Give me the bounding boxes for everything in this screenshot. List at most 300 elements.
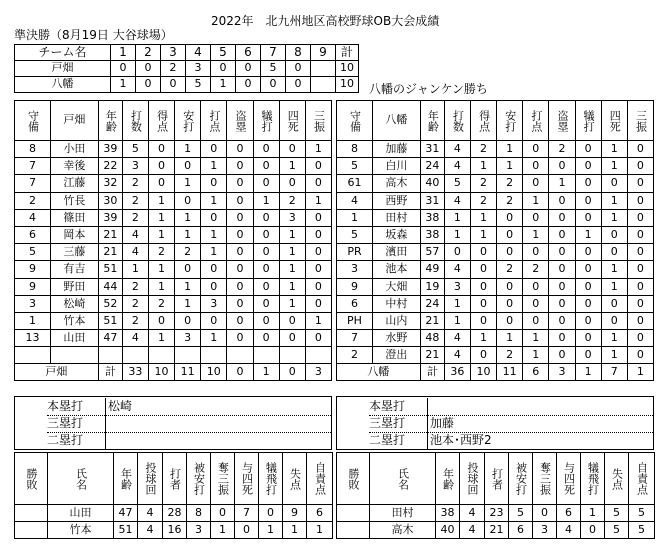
inning-header: 7 (261, 45, 286, 61)
player-age: 48 (420, 330, 444, 347)
pitcher-bb: 0 (235, 522, 259, 539)
pitcher-so: 3 (533, 522, 557, 539)
player-so: 0 (627, 226, 653, 243)
player-name: 高木 (372, 175, 420, 192)
player-bb: 1 (601, 192, 627, 209)
linescore-team-header: チーム名 (15, 45, 111, 61)
player-r: 2 (470, 175, 496, 192)
player-name: 篠田 (50, 209, 98, 226)
pitcher-er: 6 (307, 505, 333, 522)
player-row (15, 278, 332, 295)
totals-bb: 7 (601, 364, 627, 381)
pitcher-result (337, 505, 370, 522)
player-position: 7 (15, 175, 51, 192)
linescore-row (15, 61, 359, 77)
empty-cell (279, 347, 305, 364)
player-h: 1 (175, 278, 201, 295)
player-age: 31 (420, 141, 444, 158)
totals-sac: 1 (253, 364, 279, 381)
player-row (337, 295, 654, 312)
tobata-pitching-table (14, 452, 333, 539)
player-r: 2 (470, 192, 496, 209)
player-sb: 0 (549, 192, 575, 209)
pitching-header: 打者 (485, 453, 509, 505)
player-name: 幸後 (50, 158, 98, 175)
player-sb: 0 (227, 295, 253, 312)
stat-header: 打点 (523, 101, 549, 141)
player-sac: 0 (253, 261, 279, 278)
inning-score: 0 (161, 77, 186, 93)
player-sb: 0 (549, 278, 575, 295)
player-sb: 1 (549, 175, 575, 192)
linescore-table (14, 44, 359, 93)
player-bb: 0 (601, 312, 627, 329)
player-bb: 0 (279, 312, 305, 329)
player-ab: 3 (122, 158, 148, 175)
player-r: 1 (148, 209, 174, 226)
player-bb: 0 (601, 175, 627, 192)
extra-hit-row (47, 415, 331, 433)
player-position: 8 (337, 141, 373, 158)
player-sb: 0 (227, 244, 253, 261)
player-h: 1 (497, 158, 523, 175)
pitching-header: 失点 (283, 453, 307, 505)
inning-header: 2 (136, 45, 161, 61)
player-ab: 3 (444, 278, 470, 295)
extra-hit-row (47, 432, 331, 450)
totals-sb: 3 (549, 364, 575, 381)
player-position: 5 (337, 226, 373, 243)
player-row (15, 175, 332, 192)
player-sac: 0 (575, 192, 601, 209)
inning-score: 0 (136, 61, 161, 77)
stat-header: 得点 (470, 101, 496, 141)
inning-score (311, 77, 336, 93)
player-r: 0 (470, 295, 496, 312)
player-age: 39 (98, 141, 122, 158)
player-age: 21 (98, 226, 122, 243)
player-age: 38 (420, 209, 444, 226)
pitching-header-row (337, 453, 655, 505)
player-ab: 2 (122, 312, 148, 329)
player-sb: 0 (549, 158, 575, 175)
player-sac: 0 (253, 226, 279, 243)
player-bb: 1 (601, 158, 627, 175)
pitcher-result (337, 522, 370, 539)
player-rbi: 1 (201, 192, 227, 209)
pitcher-name: 高木 (370, 522, 436, 539)
player-rbi: 0 (201, 312, 227, 329)
player-age: 47 (98, 330, 122, 347)
stat-header: 得点 (148, 101, 174, 141)
player-bb: 1 (601, 261, 627, 278)
player-bb: 1 (601, 278, 627, 295)
pitcher-er: 1 (307, 522, 333, 539)
player-rbi: 0 (523, 244, 549, 261)
stat-header: 四死 (601, 101, 627, 141)
player-h: 1 (175, 226, 201, 243)
player-name: 山田 (50, 330, 98, 347)
player-name: 水野 (372, 330, 420, 347)
player-sb: 0 (549, 330, 575, 347)
extra-hit-row (369, 432, 653, 450)
player-h: 1 (497, 141, 523, 158)
player-row (337, 192, 654, 209)
player-so: 0 (627, 141, 653, 158)
player-sac: 0 (575, 261, 601, 278)
player-r: 1 (470, 330, 496, 347)
inning-score: 0 (261, 77, 286, 93)
player-h: 0 (175, 261, 201, 278)
player-name: 野田 (50, 278, 98, 295)
pitching-header: 奪三振 (533, 453, 557, 505)
pitching-header: 被安打 (509, 453, 533, 505)
extra-hit-row (369, 398, 653, 416)
pitcher-h: 6 (509, 522, 533, 539)
player-sac: 0 (575, 141, 601, 158)
player-r: 2 (470, 141, 496, 158)
player-rbi: 1 (523, 192, 549, 209)
player-rbi: 1 (523, 330, 549, 347)
player-so: 0 (627, 209, 653, 226)
player-position: 9 (15, 261, 51, 278)
player-age: 24 (420, 295, 444, 312)
player-row (337, 141, 654, 158)
player-age: 21 (420, 347, 444, 364)
player-bb: 3 (279, 209, 305, 226)
player-age: 24 (420, 158, 444, 175)
player-rbi: 0 (523, 158, 549, 175)
player-sb: 0 (227, 330, 253, 347)
totals-ab: 33 (122, 364, 148, 381)
player-so: 0 (305, 226, 331, 243)
extra-hit-players (106, 433, 108, 447)
player-age: 39 (98, 209, 122, 226)
player-row (337, 347, 654, 364)
player-so: 1 (305, 192, 331, 209)
empty-cell (175, 347, 201, 364)
player-rbi: 0 (523, 175, 549, 192)
pitcher-row (337, 505, 655, 522)
player-rbi: 0 (201, 175, 227, 192)
player-h: 2 (175, 244, 201, 261)
stat-header: 犠打 (575, 101, 601, 141)
totals-r: 10 (470, 364, 496, 381)
team-name-header: 戸畑 (50, 101, 98, 141)
totals-r: 10 (148, 364, 174, 381)
inning-score: 0 (211, 61, 236, 77)
player-bb: 0 (279, 141, 305, 158)
player-r: 0 (148, 141, 174, 158)
empty-cell (148, 347, 174, 364)
player-sac: 0 (253, 175, 279, 192)
player-bb: 2 (279, 192, 305, 209)
player-sb: 0 (549, 312, 575, 329)
pitcher-h: 8 (187, 505, 211, 522)
player-row (337, 261, 654, 278)
empty-cell (253, 347, 279, 364)
pitcher-age: 40 (436, 522, 460, 539)
pitcher-ip: 4 (138, 505, 163, 522)
pitcher-bb: 4 (557, 522, 581, 539)
stat-header: 年齢 (420, 101, 444, 141)
empty-cell (50, 347, 98, 364)
player-position: 7 (337, 330, 373, 347)
player-sac: 0 (253, 312, 279, 329)
linescore-row (15, 77, 359, 93)
inning-score: 1 (211, 77, 236, 93)
player-so: 0 (305, 158, 331, 175)
player-row (15, 158, 332, 175)
totals-so: 1 (627, 364, 653, 381)
inning-header: 8 (286, 45, 311, 61)
player-position: 1 (337, 209, 373, 226)
player-sb: 0 (549, 261, 575, 278)
pitcher-so: 0 (533, 505, 557, 522)
extra-hit-label: 三塁打 (47, 415, 106, 432)
player-row (15, 192, 332, 209)
player-age: 30 (98, 192, 122, 209)
linescore-team-name: 八幡 (15, 77, 111, 93)
player-row (337, 278, 654, 295)
pitching-header: 与四死 (557, 453, 581, 505)
player-ab: 2 (122, 278, 148, 295)
player-r: 0 (470, 312, 496, 329)
player-ab: 4 (444, 330, 470, 347)
pitching-header: 年齢 (436, 453, 460, 505)
player-row (337, 209, 654, 226)
player-position: 9 (15, 278, 51, 295)
player-sac: 0 (575, 295, 601, 312)
player-row (15, 295, 332, 312)
player-sb: 0 (549, 226, 575, 243)
player-sac: 1 (575, 226, 601, 243)
player-so: 0 (627, 295, 653, 312)
inning-score: 2 (161, 61, 186, 77)
player-name: 山内 (372, 312, 420, 329)
pitching-header: 自責点 (629, 453, 655, 505)
inning-score: 0 (286, 61, 311, 77)
player-row (337, 226, 654, 243)
player-so: 0 (627, 278, 653, 295)
player-h: 0 (497, 244, 523, 261)
inning-score: 5 (261, 61, 286, 77)
player-sac: 0 (253, 158, 279, 175)
player-age: 40 (420, 175, 444, 192)
stat-header: 年齢 (98, 101, 122, 141)
pitching-header-row (15, 453, 333, 505)
pitching-header: 投球回 (460, 453, 485, 505)
pitcher-sac: 0 (581, 522, 605, 539)
player-r: 0 (470, 244, 496, 261)
player-row (15, 141, 332, 158)
player-name: 小田 (50, 141, 98, 158)
player-position: 3 (337, 261, 373, 278)
player-age: 44 (98, 278, 122, 295)
player-r: 1 (470, 226, 496, 243)
pitching-header: 犠飛打 (259, 453, 283, 505)
player-h: 1 (175, 209, 201, 226)
pitcher-r: 5 (605, 522, 629, 539)
pitcher-bb: 7 (235, 505, 259, 522)
player-rbi: 0 (523, 141, 549, 158)
inning-score: 0 (136, 77, 161, 93)
totals-label: 計 (98, 364, 122, 381)
player-age: 57 (420, 244, 444, 261)
player-sac: 0 (575, 175, 601, 192)
player-ab: 4 (444, 141, 470, 158)
pitcher-bf: 28 (163, 505, 187, 522)
pitching-header: 犠飛打 (581, 453, 605, 505)
extra-hit-label: 二塁打 (47, 432, 106, 449)
pitching-header: 打者 (163, 453, 187, 505)
totals-team-name: 戸畑 (15, 364, 99, 381)
inning-score (311, 61, 336, 77)
stat-header: 盗塁 (227, 101, 253, 141)
pitcher-sac: 0 (259, 505, 283, 522)
player-sac: 0 (253, 278, 279, 295)
player-so: 0 (305, 278, 331, 295)
player-so: 0 (627, 158, 653, 175)
inning-score: 0 (236, 61, 261, 77)
pitching-header: 自責点 (307, 453, 333, 505)
player-r: 0 (148, 175, 174, 192)
player-h: 0 (497, 278, 523, 295)
player-r: 1 (470, 158, 496, 175)
player-so: 0 (305, 295, 331, 312)
player-sb: 0 (227, 192, 253, 209)
player-sb: 0 (227, 278, 253, 295)
player-h: 1 (175, 295, 201, 312)
empty-cell (122, 347, 148, 364)
pitcher-ip: 4 (460, 522, 485, 539)
player-sac: 0 (575, 209, 601, 226)
totals-rbi: 10 (201, 364, 227, 381)
player-sb: 0 (549, 295, 575, 312)
player-sac: 0 (253, 209, 279, 226)
pitcher-row (15, 505, 333, 522)
player-r: 2 (148, 244, 174, 261)
player-age: 51 (98, 261, 122, 278)
player-row (337, 158, 654, 175)
pitcher-ip: 4 (138, 522, 163, 539)
player-name: 池本 (372, 261, 420, 278)
player-h: 3 (175, 330, 201, 347)
extra-hit-label: 二塁打 (369, 432, 428, 449)
page-title: 2022年 北九州地区高校野球OB大会成績 (211, 14, 440, 28)
player-name: 江藤 (50, 175, 98, 192)
player-ab: 4 (122, 244, 148, 261)
player-bb: 1 (279, 244, 305, 261)
player-rbi: 0 (201, 209, 227, 226)
pitching-header: 投球回 (138, 453, 163, 505)
player-ab: 4 (444, 347, 470, 364)
pitcher-r: 1 (283, 522, 307, 539)
player-h: 0 (497, 209, 523, 226)
player-row (15, 226, 332, 243)
player-so: 0 (627, 175, 653, 192)
linescore-team-name: 戸畑 (15, 61, 111, 77)
player-name: 田村 (372, 209, 420, 226)
player-so: 1 (305, 141, 331, 158)
player-sac: 0 (575, 278, 601, 295)
extra-hit-label: 三塁打 (369, 415, 428, 432)
player-so: 0 (305, 244, 331, 261)
player-row (15, 312, 332, 329)
player-position: 13 (15, 330, 51, 347)
player-age: 38 (420, 226, 444, 243)
player-row (337, 244, 654, 261)
totals-so: 3 (305, 364, 331, 381)
player-bb: 0 (601, 295, 627, 312)
player-row (337, 330, 654, 347)
pitcher-so: 0 (211, 505, 235, 522)
player-r: 1 (148, 278, 174, 295)
player-name: 白川 (372, 158, 420, 175)
player-r: 1 (148, 192, 174, 209)
player-ab: 4 (122, 330, 148, 347)
totals-row (15, 364, 332, 381)
player-r: 0 (470, 347, 496, 364)
player-h: 1 (497, 330, 523, 347)
stat-header: 三振 (627, 101, 653, 141)
player-sb: 0 (227, 209, 253, 226)
yahata-batting-table (336, 100, 654, 381)
stat-header: 打数 (122, 101, 148, 141)
player-so: 0 (627, 244, 653, 261)
inning-header: 3 (161, 45, 186, 61)
player-h: 2 (497, 192, 523, 209)
pitcher-bf: 16 (163, 522, 187, 539)
player-row (15, 330, 332, 347)
player-ab: 4 (122, 226, 148, 243)
player-bb: 1 (279, 158, 305, 175)
yahata-pitching-table (336, 452, 655, 539)
stat-header: 打点 (201, 101, 227, 141)
player-rbi: 1 (201, 244, 227, 261)
totals-sac: 1 (575, 364, 601, 381)
game-subtitle: 準決勝（8月19日 大谷球場） (14, 28, 173, 42)
pos-header: 守備 (337, 101, 373, 141)
player-h: 2 (497, 261, 523, 278)
player-r: 0 (470, 261, 496, 278)
player-r: 0 (148, 158, 174, 175)
stat-header: 打数 (444, 101, 470, 141)
player-ab: 2 (122, 192, 148, 209)
player-rbi: 0 (523, 209, 549, 226)
linescore-note: 八幡のジャンケン勝ち (369, 82, 488, 96)
player-r: 0 (148, 312, 174, 329)
player-name: 竹本 (50, 312, 98, 329)
team-name-header: 八幡 (372, 101, 420, 141)
player-age: 21 (98, 244, 122, 261)
extra-hit-label: 本塁打 (47, 398, 106, 415)
stat-header: 犠打 (253, 101, 279, 141)
inning-header: 6 (236, 45, 261, 61)
pitching-header: 奪三振 (211, 453, 235, 505)
player-ab: 0 (444, 244, 470, 261)
player-ab: 1 (444, 209, 470, 226)
player-sb: 0 (227, 261, 253, 278)
tobata-batting-table (14, 100, 332, 381)
pitcher-result (15, 522, 48, 539)
player-bb: 0 (601, 226, 627, 243)
player-position: 5 (337, 158, 373, 175)
player-row (15, 244, 332, 261)
totals-ab: 36 (444, 364, 470, 381)
extra-hit-players: 松崎 (108, 399, 133, 413)
player-r: 1 (148, 330, 174, 347)
